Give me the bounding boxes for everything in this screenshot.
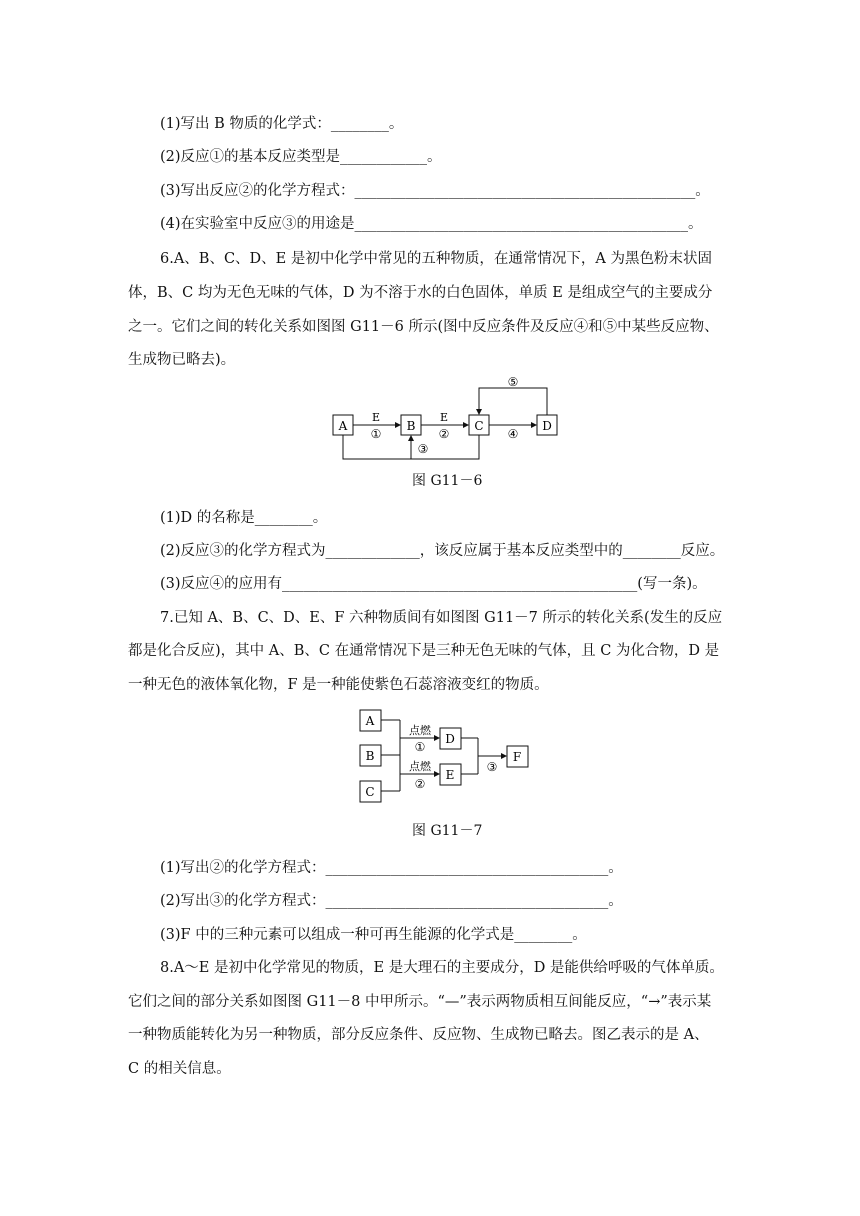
q5-subquestion-2: (2)反应①的基本反应类型是____________。 bbox=[160, 149, 442, 165]
node-c-label: C bbox=[365, 785, 375, 799]
arrow-a-b-bottom-label: ① bbox=[370, 427, 382, 441]
arrow-to-d-bottom-label: ① bbox=[414, 740, 426, 754]
node-b-label: B bbox=[406, 419, 416, 433]
arrow-d-to-c bbox=[479, 388, 547, 415]
node-d-label: D bbox=[542, 419, 552, 433]
q8-stem-line-4: C 的相关信息。 bbox=[128, 1061, 231, 1077]
arrow-to-e-bottom-label: ② bbox=[414, 777, 426, 791]
q6-stem-line-1: 6.A、B、C、D、E 是初中化学中常见的五种物质，在通常情况下，A 为黑色粉末状固 bbox=[160, 251, 712, 267]
q5-subquestion-3: (3)写出反应②的化学方程式：_______________________________________________。 bbox=[160, 183, 710, 199]
node-e-label: E bbox=[445, 768, 455, 782]
figure-g11-7-diagram bbox=[352, 704, 542, 808]
q5-subquestion-4: (4)在实验室中反应③的用途是______________________________________________。 bbox=[160, 216, 703, 232]
q7-stem-line-3: 一种无色的液体氧化物，F 是一种能使紫色石蕊溶液变红的物质。 bbox=[128, 677, 549, 693]
arrow-d-c-label: ⑤ bbox=[507, 375, 519, 389]
q6-stem-line-4: 生成物已略去)。 bbox=[128, 352, 236, 368]
node-c-label: C bbox=[474, 419, 484, 433]
figure-g11-6-diagram bbox=[320, 375, 570, 470]
q7-subquestion-1: (1)写出②的化学方程式：_______________________________________。 bbox=[160, 860, 623, 876]
figure-g11-7-caption: 图 G11－7 bbox=[412, 823, 483, 839]
arrow-b-c-bottom-label: ② bbox=[438, 427, 450, 441]
q8-stem-line-2: 它们之间的部分关系如图图 G11－8 中甲所示。“—”表示两物质相互间能反应，“→”表示某 bbox=[128, 994, 712, 1010]
q7-stem-line-2: 都是化合反应)，其中 A、B、C 在通常情况下是三种无色无味的气体，且 C 为化合物，D 是 bbox=[128, 643, 720, 659]
q6-subquestion-2: (2)反应③的化学方程式为_____________，该反应属于基本反应类型中的________反应。 bbox=[160, 543, 725, 559]
q6-subquestion-3: (3)反应④的应用有_________________________________________________(写一条)。 bbox=[160, 576, 707, 592]
arrow-bottom-label: ③ bbox=[417, 442, 429, 456]
figure-g11-6-caption: 图 G11－6 bbox=[412, 473, 483, 489]
q8-stem-line-3: 一种物质能转化为另一种物质，部分反应条件、反应物、生成物已略去。图乙表示的是 A、 bbox=[128, 1027, 709, 1043]
q7-subquestion-3: (3)F 中的三种元素可以组成一种可再生能源的化学式是________。 bbox=[160, 927, 587, 943]
node-f-label: F bbox=[512, 750, 522, 764]
q8-stem-line-1: 8.A～E 是初中化学常见的物质，E 是大理石的主要成分，D 是能供给呼吸的气体单质。 bbox=[160, 960, 724, 976]
q7-stem-line-1: 7.已知 A、B、C、D、E、F 六种物质间有如图图 G11－7 所示的转化关系(发生的反应 bbox=[160, 610, 723, 626]
arrow-b-c-top-label: E bbox=[439, 411, 449, 424]
arrow-a-b-top-label: E bbox=[371, 411, 381, 424]
node-b-label: B bbox=[365, 749, 375, 763]
node-a-label: A bbox=[338, 419, 348, 433]
node-a-label: A bbox=[365, 714, 375, 728]
q7-subquestion-2: (2)写出③的化学方程式：_______________________________________。 bbox=[160, 893, 623, 909]
q5-subquestion-1: (1)写出 B 物质的化学式：________。 bbox=[160, 116, 404, 132]
q6-stem-line-2: 体，B、C 均为无色无味的气体，D 为不溶于水的白色固体，单质 E 是组成空气的主要成分 bbox=[128, 285, 713, 301]
node-d-label: D bbox=[445, 732, 455, 746]
arrow-c-d-label: ④ bbox=[507, 427, 519, 441]
q6-subquestion-1: (1)D 的名称是________。 bbox=[160, 510, 328, 526]
arrow-to-d-top-label: 点燃 bbox=[409, 724, 431, 737]
arrow-to-f-label: ③ bbox=[486, 760, 498, 774]
arrow-to-e-top-label: 点燃 bbox=[409, 760, 431, 773]
q6-stem-line-3: 之一。它们之间的转化关系如图图 G11－6 所示(图中反应条件及反应④和⑤中某些反应物、 bbox=[128, 319, 719, 335]
